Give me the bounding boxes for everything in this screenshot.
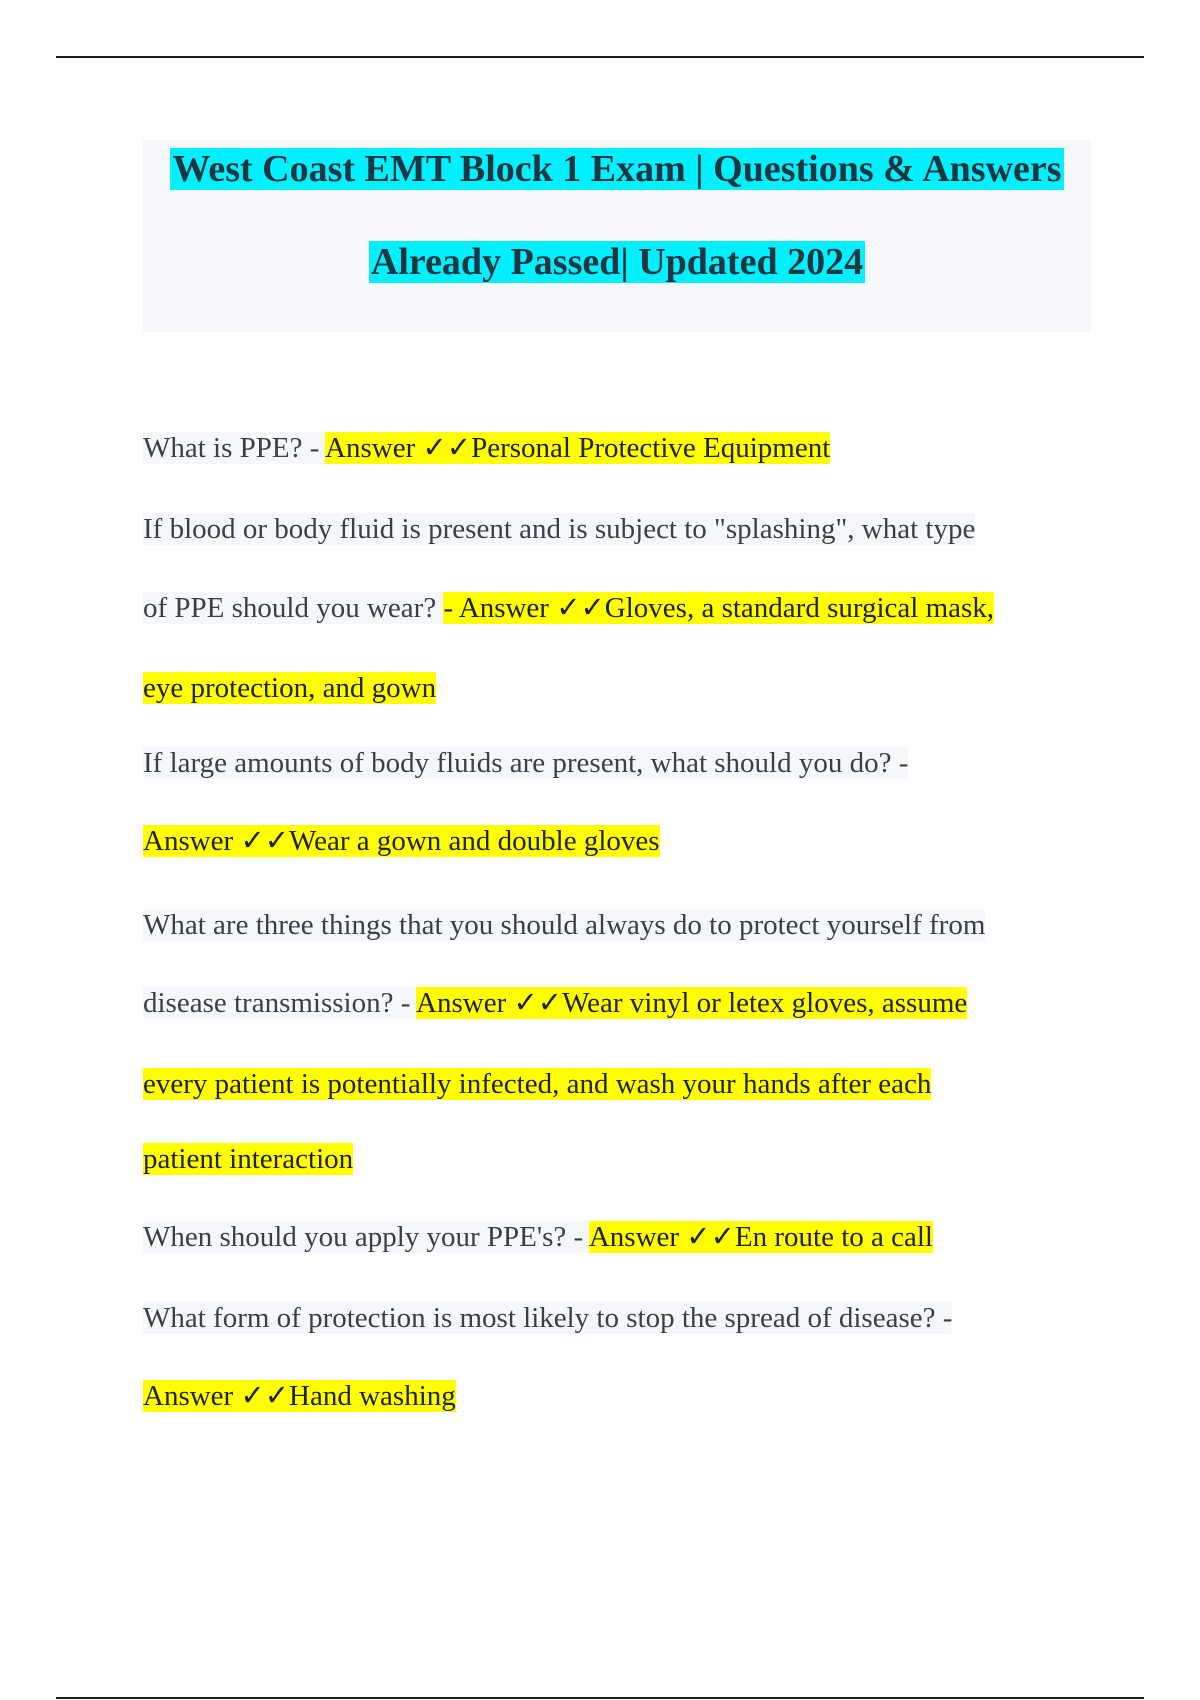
qa-line [143, 1298, 952, 1338]
title-line-2 [143, 239, 1091, 285]
answer-text: every patient is potentially infected, and wash your hands after each [143, 1068, 932, 1100]
question-text: When should you apply your PPE's? - [143, 1221, 589, 1253]
question-text: What form of protection is most likely to stop the spread of disease? - [143, 1302, 953, 1334]
title-text-2: Already Passed| Updated 2024 [370, 241, 864, 283]
answer-text: Answer ✓✓Wear a gown and double gloves [143, 825, 660, 857]
question-text: What is PPE? - [143, 432, 326, 464]
answer-text: patient interaction [143, 1143, 354, 1175]
footer-rule [56, 1697, 1144, 1699]
qa-line [143, 1064, 931, 1104]
qa-line [143, 588, 994, 628]
question-text: of PPE should you wear? [143, 592, 444, 624]
qa-line [143, 743, 908, 783]
question-text: disease transmission? - [143, 987, 417, 1019]
answer-text: eye protection, and gown [143, 672, 437, 704]
qa-line [143, 905, 985, 945]
qa-line [143, 1376, 456, 1416]
header-rule [56, 56, 1144, 58]
qa-line [143, 1217, 933, 1257]
question-text: What are three things that you should always do to protect yourself from [143, 909, 986, 941]
title-line-1 [143, 146, 1091, 192]
qa-line [143, 668, 436, 708]
title-text-1: West Coast EMT Block 1 Exam | Questions & Answers [172, 148, 1062, 190]
qa-line [143, 983, 967, 1023]
question-text: If large amounts of body fluids are present, what should you do? - [143, 747, 909, 779]
answer-text: Answer ✓✓Personal Protective Equipment [325, 432, 831, 464]
answer-text: Answer ✓✓En route to a call [588, 1221, 933, 1253]
title-block [143, 140, 1091, 332]
qa-line [143, 428, 830, 468]
answer-text: Answer ✓✓Hand washing [143, 1380, 456, 1412]
question-text: If blood or body fluid is present and is subject to "splashing", what type [143, 513, 976, 545]
qa-line [143, 821, 660, 861]
answer-text: Answer ✓✓Wear vinyl or letex gloves, assume [416, 987, 968, 1019]
answer-text: - Answer ✓✓Gloves, a standard surgical mask, [443, 592, 995, 624]
qa-line [143, 1139, 353, 1179]
qa-line [143, 509, 975, 549]
